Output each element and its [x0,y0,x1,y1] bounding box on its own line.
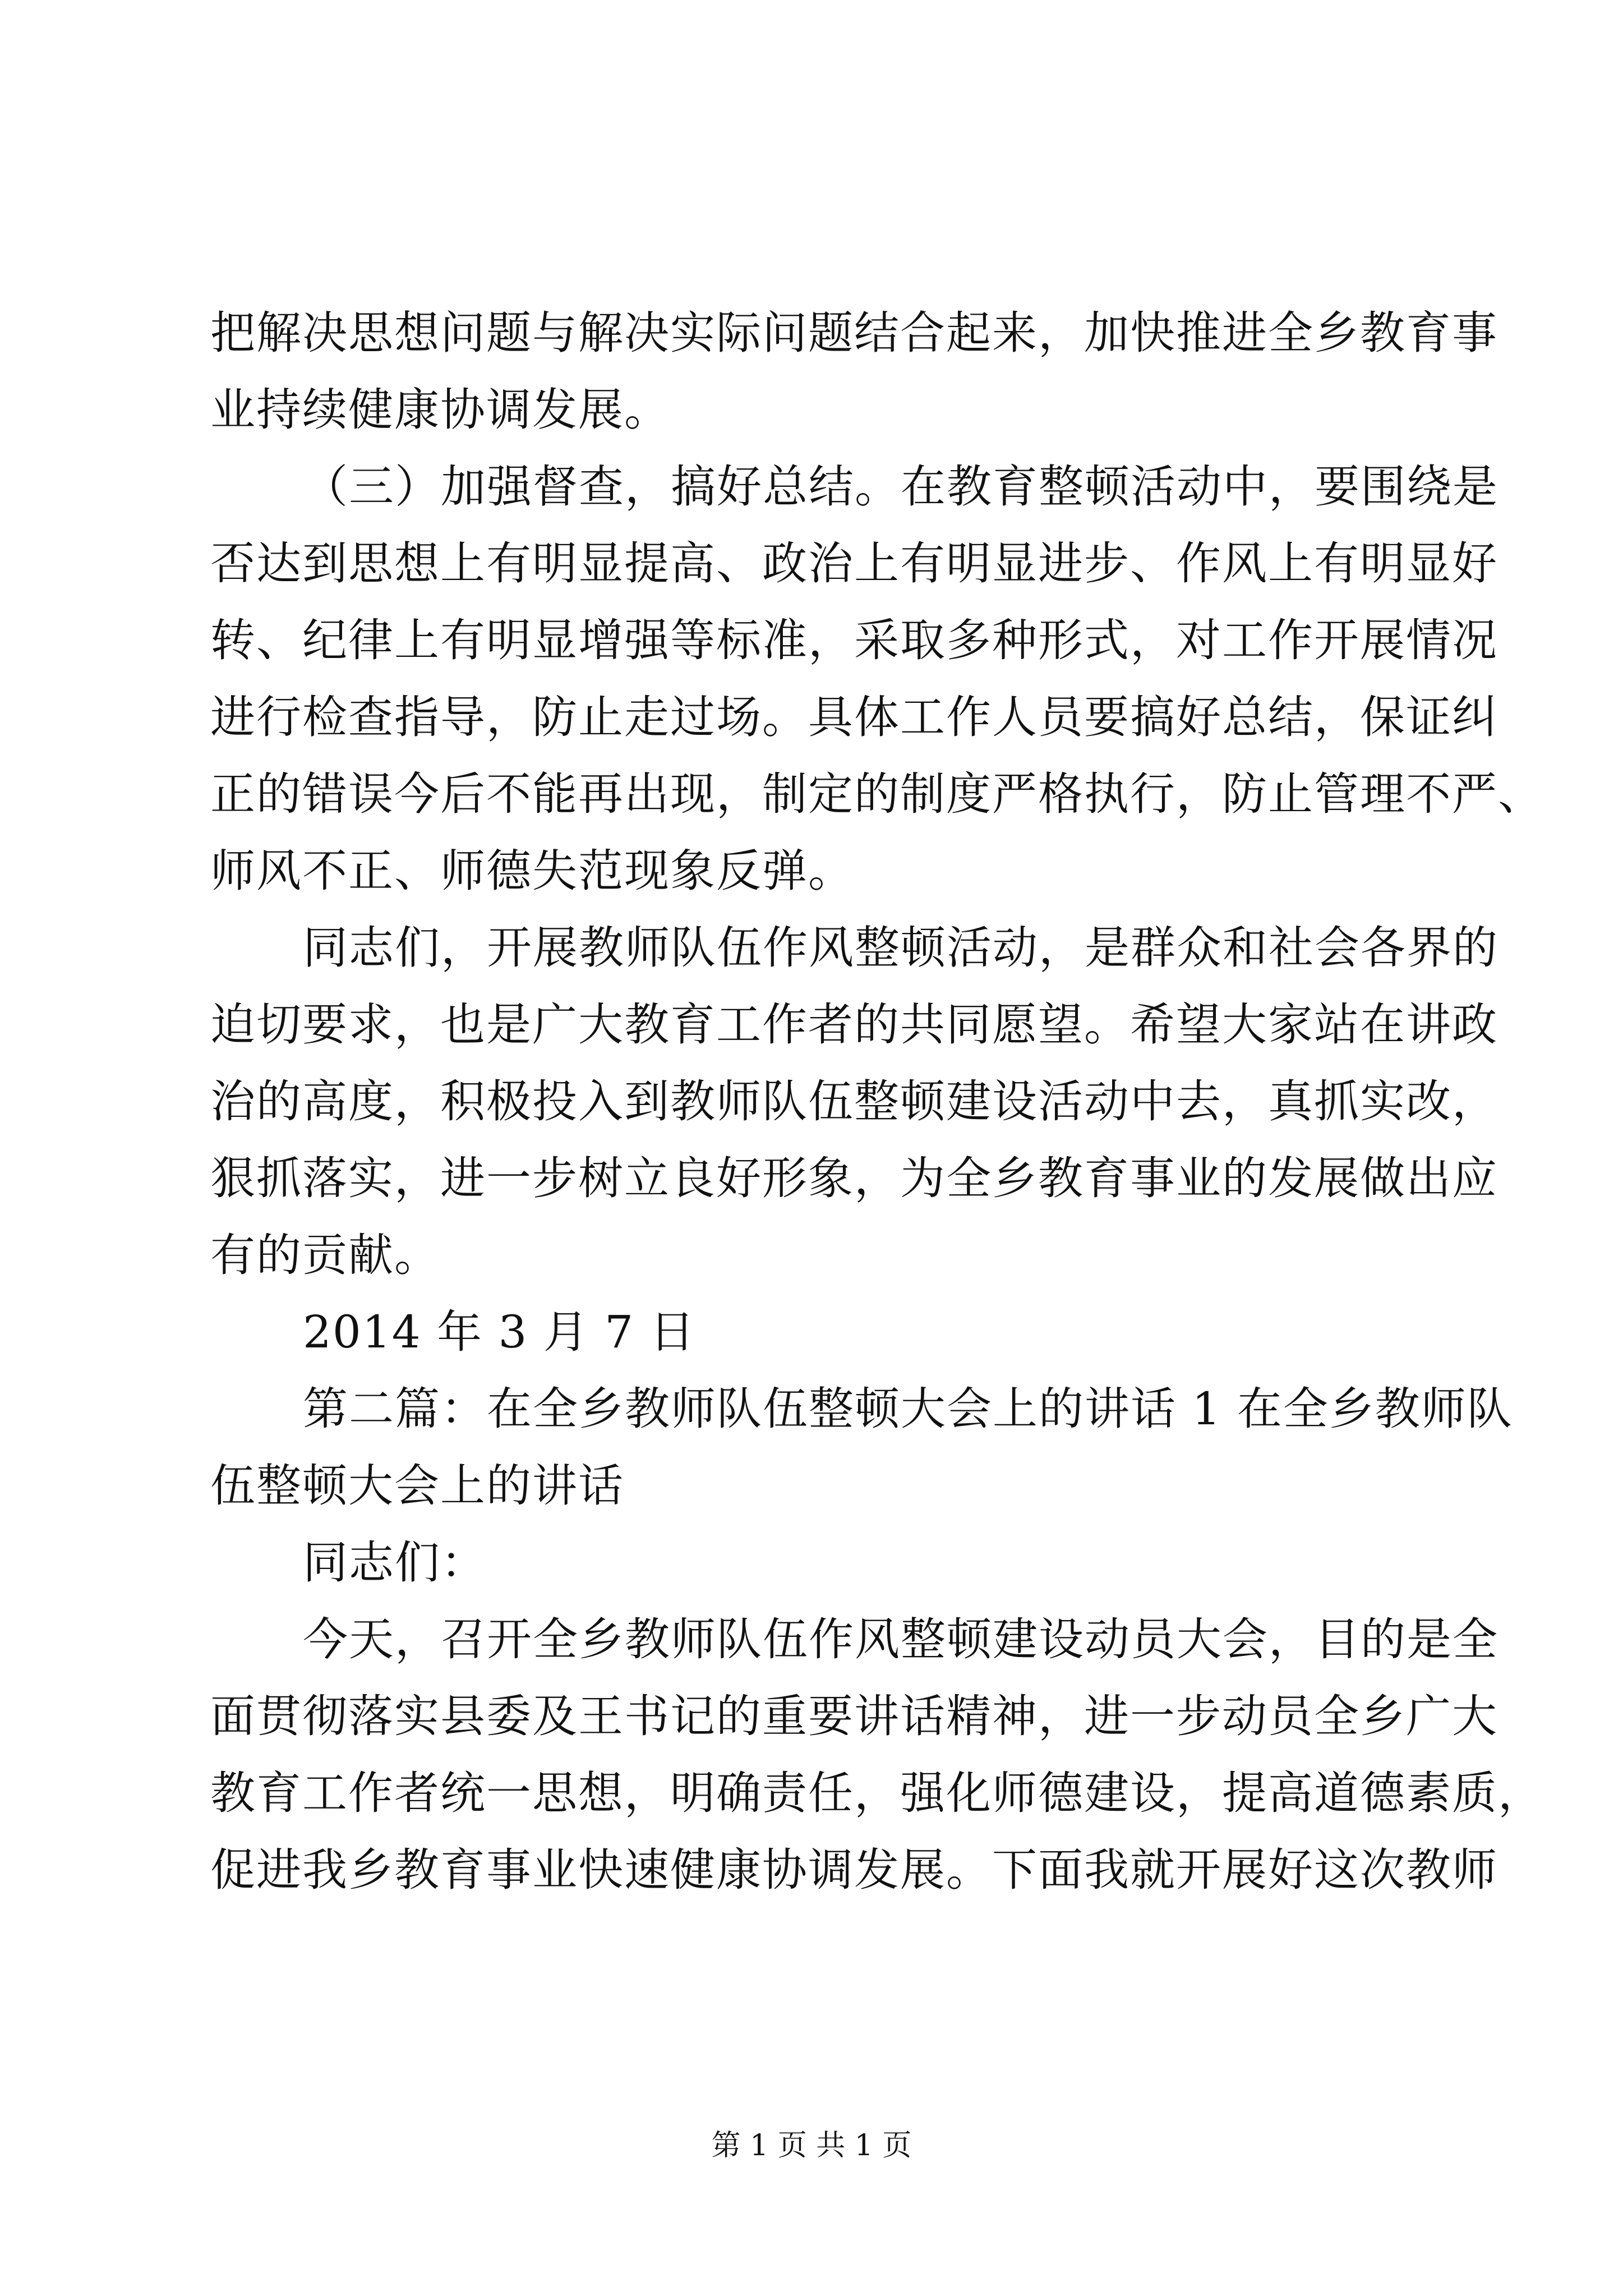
page-number-footer: 第 1 页 共 1 页 [711,2129,912,2162]
text-line: 有的贡献。 [210,1229,440,1281]
date-line: 2014 年 3 月 7 日 [303,1306,696,1358]
text-line: 进行检查指导，防止走过场。具体工作人员要搞好总结，保证纠 [210,691,1498,743]
section-title-line: 伍整顿大会上的讲话 [210,1460,624,1512]
text-line: 今天，召开全乡教师队伍作风整顿建设动员大会，目的是全 [303,1613,1498,1665]
text-line: 否达到思想上有明显提高、政治上有明显进步、作风上有明显好 [210,537,1498,590]
document-body [210,295,1544,1908]
text-line: 同志们，开展教师队伍作风整顿活动，是群众和社会各界的 [303,922,1498,974]
text-line: 狠抓落实，进一步树立良好形象，为全乡教育事业的发展做出应 [210,1152,1498,1204]
text-line: 师风不正、师德失范现象反弹。 [210,845,854,897]
section-title-line: 第二篇：在全乡教师队伍整顿大会上的讲话 1 在全乡教师队 [303,1383,1513,1435]
text-line: 正的错误今后不能再出现，制定的制度严格执行，防止管理不严、 [210,768,1544,820]
text-line: 治的高度，积极投入到教师队伍整顿建设活动中去，真抓实改， [210,1075,1498,1128]
text-line: 面贯彻落实县委及王书记的重要讲话精神，进一步动员全乡广大 [210,1690,1498,1742]
text-line: 业持续健康协调发展。 [210,384,670,436]
text-line: 把解决思想问题与解决实际问题结合起来，加快推进全乡教育事 [210,307,1498,359]
text-line: 转、纪律上有明显增强等标准，采取多种形式，对工作开展情况 [210,614,1498,666]
text-line: 迫切要求，也是广大教育工作者的共同愿望。希望大家站在讲政 [210,999,1498,1051]
text-line: 教育工作者统一思想，明确责任，强化师德建设，提高道德素质， [210,1767,1544,1819]
salutation-line: 同志们： [303,1536,487,1589]
paragraph-heading-line: （三）加强督查，搞好总结。在教育整顿活动中，要围绕是 [303,461,1498,513]
text-line: 促进我乡教育事业快速健康协调发展。下面我就开展好这次教师 [210,1844,1498,1896]
